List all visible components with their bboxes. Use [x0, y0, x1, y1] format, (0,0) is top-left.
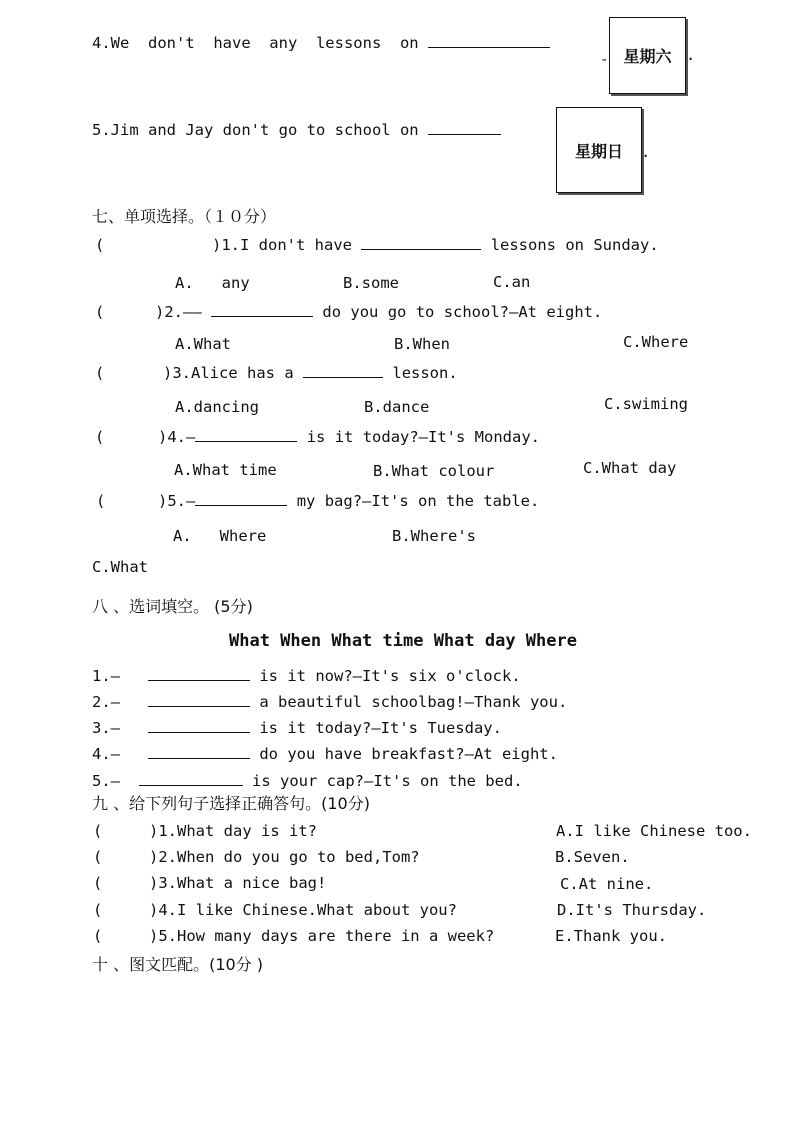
option-b: B.Where's: [392, 527, 476, 545]
option-c: C.an: [493, 273, 531, 291]
match-answer-b: B.Seven.: [555, 848, 630, 866]
match-question-3: )3.What a nice bag!: [149, 874, 327, 892]
answer-blank[interactable]: [148, 718, 250, 733]
section-9-title: 九 、给下列句子选择正确答句。(10分): [92, 794, 370, 813]
option-b: B.dance: [364, 398, 430, 416]
fill-item-3: 3.— is it today?—It's Tuesday.: [92, 719, 502, 737]
answer-blank[interactable]: [148, 744, 250, 759]
fill-item-1: 1.— is it now?—It's six o'clock.: [92, 667, 521, 685]
option-a: A.What time: [174, 461, 277, 479]
option-c: C.What day: [583, 459, 677, 477]
match-question-2: )2.When do you go to bed,Tom?: [149, 848, 420, 866]
weekday-box-sunday: 星期日: [556, 107, 642, 193]
q7-5-paren: (: [96, 492, 106, 510]
match-answer-d: D.It's Thursday.: [557, 901, 707, 919]
answer-blank[interactable]: [211, 302, 313, 317]
q7-5: )5.— my bag?—It's on the table.: [158, 492, 540, 510]
option-c: C.swiming: [604, 395, 688, 413]
word-bank: What When What time What day Where: [229, 631, 577, 651]
q7-2-paren: (: [95, 303, 105, 321]
match-paren: (: [93, 822, 103, 840]
section-7-title: 七、单项选择。（１０分）: [92, 207, 277, 226]
match-answer-c: C.At nine.: [560, 875, 654, 893]
match-answer-a: A.I like Chinese too.: [556, 822, 752, 840]
fill-item-5: 5.— is your cap?—It's on the bed.: [92, 772, 523, 790]
section-10-title: 十 、图文匹配。(10分 ): [92, 955, 264, 974]
q7-1: )1.I don't have lessons on Sunday.: [212, 236, 659, 254]
q7-3: )3.Alice has a lesson.: [163, 364, 458, 382]
match-question-1: )1.What day is it?: [149, 822, 317, 840]
answer-blank[interactable]: [148, 692, 250, 707]
answer-blank[interactable]: [428, 33, 550, 48]
match-paren: (: [93, 927, 103, 945]
sentence-end: .: [641, 143, 651, 161]
match-question-4: )4.I like Chinese.What about you?: [149, 901, 457, 919]
answer-blank[interactable]: [195, 427, 297, 442]
q7-2: )2.—— do you go to school?—At eight.: [155, 303, 603, 321]
option-b: B.What colour: [373, 462, 495, 480]
option-a: A.What: [175, 335, 231, 353]
weekday-box-saturday: 星期六: [609, 17, 686, 94]
match-question-5: )5.How many days are there in a week?: [149, 927, 495, 945]
match-paren: (: [93, 901, 103, 919]
section-8-title: 八 、选词填空。 (5分): [92, 597, 253, 616]
answer-blank[interactable]: [139, 771, 243, 786]
q7-1-paren: (: [95, 236, 105, 254]
option-a: A. Where: [173, 527, 267, 545]
q7-3-paren: (: [95, 364, 105, 382]
answer-blank[interactable]: [148, 666, 250, 681]
option-b: B.some: [343, 274, 399, 292]
q7-4: )4.— is it today?—It's Monday.: [158, 428, 540, 446]
match-answer-e: E.Thank you.: [555, 927, 667, 945]
match-paren: (: [93, 848, 103, 866]
match-paren: (: [93, 874, 103, 892]
question-5: 5.Jim and Jay don't go to school on: [92, 120, 501, 140]
q7-4-paren: (: [95, 428, 105, 446]
option-a: A.dancing: [175, 398, 259, 416]
fill-item-4: 4.— do you have breakfast?—At eight.: [92, 745, 558, 763]
option-a: A. any: [175, 274, 250, 292]
question-4: 4.We don't have any lessons on: [92, 33, 550, 53]
answer-blank[interactable]: [428, 120, 501, 135]
option-b: B.When: [394, 335, 450, 353]
option-c: C.What: [92, 558, 148, 576]
fill-item-2: 2.— a beautiful schoolbag!—Thank you.: [92, 693, 568, 711]
sentence-end: .: [686, 46, 696, 64]
answer-blank[interactable]: [303, 363, 383, 378]
option-c: C.Where: [623, 333, 689, 351]
answer-blank[interactable]: [195, 491, 287, 506]
answer-blank[interactable]: [361, 235, 481, 250]
